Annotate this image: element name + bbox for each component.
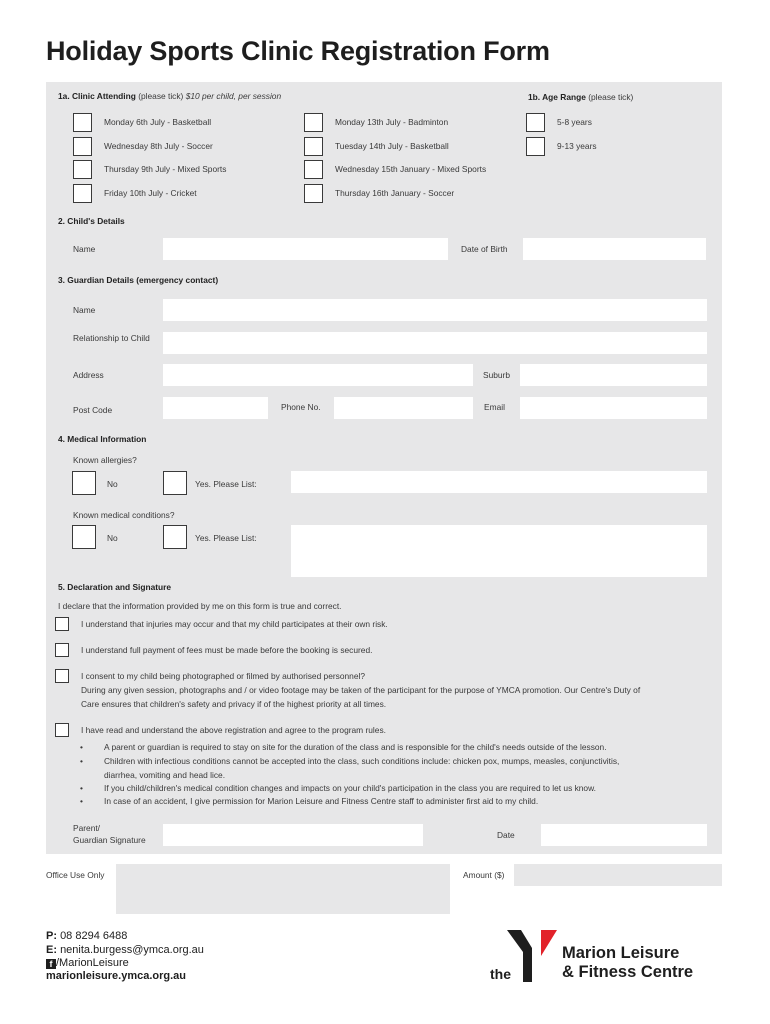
date-input[interactable] bbox=[541, 824, 707, 846]
email-label: Email bbox=[484, 402, 505, 412]
consent-checkbox-2[interactable] bbox=[55, 643, 69, 657]
section-5-heading: 5. Declaration and Signature bbox=[58, 582, 172, 592]
clinic-option-8: Thursday 16th January - Soccer bbox=[335, 188, 455, 198]
consent-text-3-detail-b: Care ensures that children's safety and privacy if of the highest priority at all times. bbox=[81, 699, 387, 709]
clinic-option-6: Tuesday 14th July - Basketball bbox=[335, 141, 449, 151]
conditions-yes-checkbox[interactable] bbox=[163, 525, 187, 549]
guardian-name-label: Name bbox=[73, 305, 96, 315]
phone-number: 08 8294 6488 bbox=[60, 930, 128, 942]
email-address[interactable]: nenita.burgess@ymca.org.au bbox=[60, 944, 204, 956]
age-option-2: 9-13 years bbox=[557, 141, 597, 151]
age-option-1: 5-8 years bbox=[557, 117, 592, 127]
conditions-no-label: No bbox=[107, 533, 118, 543]
signature-label-2: Guardian Signature bbox=[73, 835, 146, 845]
clinic-checkbox-4[interactable] bbox=[73, 184, 92, 203]
rule-item-2: • Children with infectious conditions cannot be accepted into the class, such conditions include: chicken pox, mumps, measles, conjunctivitis, bbox=[104, 756, 619, 766]
signature-input[interactable] bbox=[163, 824, 423, 846]
office-use-field[interactable] bbox=[116, 864, 450, 914]
consent-checkbox-4[interactable] bbox=[55, 723, 69, 737]
clinic-checkbox-6[interactable] bbox=[304, 137, 323, 156]
age-checkbox-1[interactable] bbox=[526, 113, 545, 132]
allergies-yes-checkbox[interactable] bbox=[163, 471, 187, 495]
social-handle[interactable]: /MarionLeisure bbox=[56, 957, 129, 969]
clinic-checkbox-1[interactable] bbox=[73, 113, 92, 132]
consent-checkbox-3[interactable] bbox=[55, 669, 69, 683]
address-label: Address bbox=[73, 370, 104, 380]
ymca-y-logo-icon bbox=[507, 930, 557, 982]
allergies-question: Known allergies? bbox=[73, 455, 137, 465]
section-1a-heading bbox=[58, 91, 281, 102]
clinic-checkbox-5[interactable] bbox=[304, 113, 323, 132]
footer-social bbox=[46, 957, 129, 969]
email-input[interactable] bbox=[520, 397, 707, 419]
allergies-no-label: No bbox=[107, 479, 118, 489]
conditions-list-input[interactable] bbox=[291, 525, 707, 577]
consent-text-1: I understand that injuries may occur and that my child participates at their own risk. bbox=[81, 619, 388, 629]
postcode-input[interactable] bbox=[163, 397, 268, 419]
suburb-label: Suburb bbox=[483, 370, 511, 380]
date-label: Date bbox=[497, 830, 515, 840]
footer-website[interactable]: marionleisure.ymca.org.au bbox=[46, 970, 186, 982]
clinic-checkbox-2[interactable] bbox=[73, 137, 92, 156]
guardian-name-input[interactable] bbox=[163, 299, 707, 321]
conditions-no-checkbox[interactable] bbox=[72, 525, 96, 549]
child-name-label: Name bbox=[73, 244, 96, 254]
allergies-no-checkbox[interactable] bbox=[72, 471, 96, 495]
footer-email bbox=[46, 944, 204, 956]
rule-item-3: • If you child/children's medical condition changes and impacts on your child's participation in the class you are required to let us know. bbox=[104, 783, 596, 793]
rule-item-1: • A parent or guardian is required to stay on site for the duration of the class and is responsible for the child's needs outside of the lesson. bbox=[104, 742, 607, 752]
section-1b-heading bbox=[528, 92, 633, 103]
page-title: Holiday Sports Clinic Registration Form bbox=[46, 36, 550, 66]
allergies-yes-label: Yes. Please List: bbox=[195, 479, 257, 489]
facebook-icon: f bbox=[46, 959, 56, 969]
address-input[interactable] bbox=[163, 364, 473, 386]
clinic-option-2: Wednesday 8th July - Soccer bbox=[104, 141, 213, 151]
rule-item-4: • In case of an accident, I give permission for Marion Leisure and Fitness Centre staff to administer first aid to my child. bbox=[104, 796, 538, 806]
rule-item-2-cont: diarrhea, vomiting and head lice. bbox=[104, 770, 226, 780]
child-dob-label: Date of Birth bbox=[461, 244, 508, 254]
conditions-question: Known medical conditions? bbox=[73, 510, 175, 520]
consent-text-4: I have read and understand the above registration and agree to the program rules. bbox=[81, 725, 386, 735]
logo-wordmark bbox=[562, 944, 693, 982]
consent-text-3: I consent to my child being photographed or filmed by authorised personnel? bbox=[81, 671, 365, 681]
consent-checkbox-1[interactable] bbox=[55, 617, 69, 631]
age-checkbox-2[interactable] bbox=[526, 137, 545, 156]
office-use-label: Office Use Only bbox=[46, 870, 105, 880]
section-4-heading: 4. Medical Information bbox=[58, 434, 147, 444]
section-1b-label: 1b. Age Range bbox=[528, 92, 586, 102]
conditions-yes-label: Yes. Please List: bbox=[195, 533, 257, 543]
section-1a-hint: (please tick) bbox=[138, 91, 184, 101]
consent-text-3-detail-a: During any given session, photographs and / or video footage may be taken of the participant for the purpose of YMCA promotion. Our Centre's Duty of bbox=[81, 685, 641, 695]
logo-the: the bbox=[490, 966, 511, 982]
clinic-checkbox-8[interactable] bbox=[304, 184, 323, 203]
section-1a-label: 1a. Clinic Attending bbox=[58, 91, 136, 101]
relationship-label: Relationship to Child bbox=[73, 333, 150, 343]
phone-input[interactable] bbox=[334, 397, 473, 419]
suburb-input[interactable] bbox=[520, 364, 707, 386]
clinic-checkbox-3[interactable] bbox=[73, 160, 92, 179]
clinic-option-3: Thursday 9th July - Mixed Sports bbox=[104, 164, 227, 174]
section-1a-price: $10 per child, per session bbox=[185, 91, 282, 101]
section-3-heading: 3. Guardian Details (emergency contact) bbox=[58, 275, 219, 285]
allergies-list-input[interactable] bbox=[291, 471, 707, 493]
clinic-option-1: Monday 6th July - Basketball bbox=[104, 117, 212, 127]
phone-label: Phone No. bbox=[281, 402, 321, 412]
child-name-input[interactable] bbox=[163, 238, 448, 260]
email-prefix: E: bbox=[46, 944, 57, 956]
signature-label-1: Parent/ bbox=[73, 823, 101, 833]
logo-name-line-2: & Fitness Centre bbox=[562, 962, 694, 981]
clinic-option-4: Friday 10th July - Cricket bbox=[104, 188, 197, 198]
clinic-checkbox-7[interactable] bbox=[304, 160, 323, 179]
section-2-heading: 2. Child's Details bbox=[58, 216, 125, 226]
postcode-label: Post Code bbox=[73, 405, 113, 415]
amount-field[interactable] bbox=[514, 864, 722, 886]
phone-prefix: P: bbox=[46, 930, 57, 942]
amount-label: Amount ($) bbox=[463, 870, 505, 880]
clinic-option-5: Monday 13th July - Badminton bbox=[335, 117, 449, 127]
section-1b-hint: (please tick) bbox=[588, 92, 634, 102]
child-dob-input[interactable] bbox=[523, 238, 706, 260]
declaration-text: I declare that the information provided by me on this form is true and correct. bbox=[58, 601, 342, 611]
footer-phone bbox=[46, 930, 127, 942]
consent-text-2: I understand full payment of fees must be made before the booking is secured. bbox=[81, 645, 373, 655]
relationship-input[interactable] bbox=[163, 332, 707, 354]
clinic-option-7: Wednesday 15th January - Mixed Sports bbox=[335, 164, 487, 174]
logo-name-line-1: Marion Leisure bbox=[562, 944, 680, 962]
